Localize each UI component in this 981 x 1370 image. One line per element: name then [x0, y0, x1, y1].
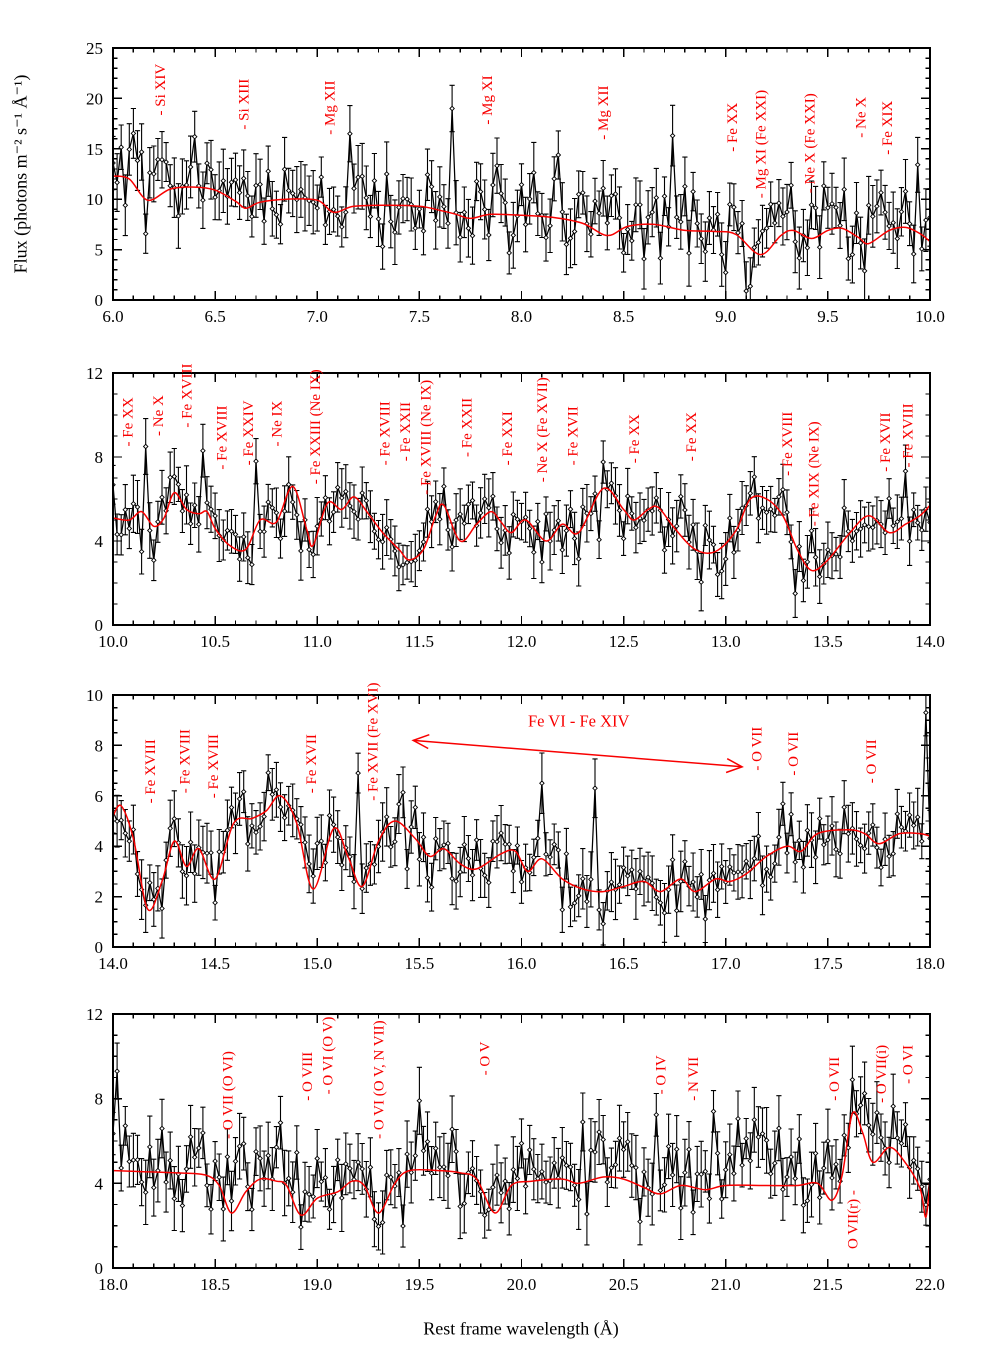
line-label: - Mg XII	[322, 80, 339, 135]
annotation-arrow	[413, 712, 742, 773]
line-label: - Fe XX	[626, 414, 643, 464]
x-tick-label: 21.5	[813, 1275, 843, 1294]
y-tick-label: 0	[94, 938, 103, 957]
line-label: - Fe XVII	[565, 406, 582, 466]
y-tick-label: 8	[94, 448, 103, 467]
y-tick-label: 0	[94, 291, 103, 310]
line-label: - Fe XIX	[880, 100, 897, 155]
y-tick-label: 4	[94, 837, 103, 857]
x-tick-label: 13.5	[813, 632, 843, 651]
line-label: - Mg XI (Fe XXI)	[753, 89, 770, 199]
y-tick-label: 4	[94, 532, 103, 551]
line-labels	[143, 682, 880, 803]
x-tick-label: 18.0	[915, 954, 945, 973]
x-axis-label: Rest frame wavelength (Å)	[423, 1318, 619, 1339]
x-tick-label: 7.5	[408, 307, 431, 326]
line-label: O VII(r) -	[845, 1190, 862, 1249]
x-tick-label: 12.0	[506, 632, 537, 651]
x-tick-label: 14.0	[98, 954, 128, 973]
y-tick-label: 8	[94, 1089, 103, 1109]
x-tick-label: 19.0	[302, 1275, 333, 1294]
y-axis-label: Flux (photons m⁻² s⁻¹ Å⁻¹)	[10, 74, 31, 274]
line-label: - Fe XVIII	[780, 411, 796, 476]
line-labels	[153, 64, 896, 199]
x-tick-label: 9.5	[817, 307, 839, 326]
x-tick-label: 8.0	[510, 307, 533, 326]
line-label: - O VII	[749, 726, 766, 771]
line-labels	[220, 1017, 916, 1249]
x-tick-label: 14.5	[200, 954, 230, 973]
y-tick-label: 0	[94, 616, 103, 635]
x-tick-label: 11.0	[302, 632, 332, 651]
line-label: - N VII	[686, 1056, 703, 1101]
y-tick-label: 12	[86, 1005, 103, 1024]
panel-2	[86, 363, 945, 651]
x-tick-label: 20.0	[506, 1275, 537, 1294]
y-tick-label: 10	[86, 686, 103, 705]
x-tick-label: 17.0	[710, 954, 741, 973]
plot-area	[110, 690, 932, 946]
line-label: - O VI	[900, 1045, 917, 1084]
line-label: - Fe XXII	[398, 402, 415, 462]
line-label: - O VII(i)	[874, 1044, 890, 1103]
x-tick-label: 14.0	[915, 632, 945, 651]
line-label: - Fe XVIII	[377, 401, 394, 466]
y-tick-label: 6	[94, 786, 103, 806]
line-label: - Fe XXIV	[240, 400, 257, 466]
x-tick-label: 6.0	[102, 307, 124, 326]
x-tick-label: 10.0	[915, 307, 945, 326]
line-label: - Ne X	[853, 96, 870, 138]
y-tick-label: 25	[86, 39, 103, 58]
line-label: - Fe XX	[724, 102, 741, 152]
line-label: - O V	[477, 1041, 494, 1076]
line-label: - Fe XVIII	[177, 729, 194, 794]
line-label: - O VII	[786, 731, 803, 776]
line-label: - Ne X (Fe XXI)	[802, 93, 819, 194]
line-label: - Fe XX	[684, 412, 700, 462]
x-tick-label: 7.0	[306, 307, 328, 326]
x-tick-label: 10.5	[200, 632, 230, 651]
line-label: - Fe XIX (Ne IX)	[806, 421, 823, 527]
line-label: - Fe XVII (Fe XVI)	[365, 682, 382, 801]
line-label: - O VII	[863, 739, 880, 784]
x-tick-label: 15.5	[404, 954, 435, 973]
x-tick-label: 8.5	[612, 307, 635, 326]
x-tick-label: 16.0	[506, 954, 537, 973]
line-label: - Ne X (Fe XVII)	[534, 377, 551, 483]
x-tick-label: 21.0	[710, 1275, 741, 1294]
x-tick-label: 22.0	[915, 1275, 945, 1294]
line-label: - Mg XI	[479, 75, 496, 125]
line-label: - Fe XVIII	[900, 403, 917, 468]
y-tick-label: 4	[94, 1174, 103, 1194]
arrow-line	[413, 740, 742, 766]
line-labels	[120, 363, 916, 526]
line-label: - Fe XVII	[878, 412, 895, 472]
line-label: - Mg XII	[596, 85, 613, 140]
x-tick-label: 9.0	[715, 307, 737, 326]
line-label: - O VII (O VI)	[220, 1051, 237, 1139]
line-label: - O IV	[653, 1055, 670, 1095]
x-tick-label: 10.0	[98, 632, 128, 651]
panel-1	[86, 39, 945, 326]
line-label: - Fe XVIII	[142, 739, 159, 804]
line-label: - Si XIII	[236, 78, 253, 130]
y-tick-label: 8	[94, 736, 103, 756]
line-label: - Fe XXIII (Ne IX)	[308, 369, 325, 485]
line-label: - O VII	[827, 1056, 843, 1101]
x-tick-label: 17.5	[813, 954, 843, 973]
y-tick-label: 15	[86, 139, 103, 159]
y-tick-label: 5	[94, 240, 103, 260]
line-label: - O VIII	[300, 1051, 316, 1101]
y-tick-label: 0	[94, 1259, 103, 1278]
x-tick-label: 18.0	[98, 1275, 128, 1294]
line-label: - Fe XVIII	[214, 405, 231, 470]
arrow-label: Fe VI - Fe XIV	[527, 711, 630, 731]
line-label: - Fe XVIII	[206, 734, 223, 799]
x-tick-label: 19.5	[404, 1275, 435, 1294]
x-tick-label: 20.5	[608, 1275, 639, 1294]
x-tick-label: 12.5	[608, 632, 639, 651]
line-label: - Fe XXI	[500, 411, 517, 466]
line-label: - Si XIV	[153, 63, 169, 116]
x-tick-label: 11.5	[404, 632, 434, 651]
line-label: - Fe XVII	[304, 734, 321, 794]
panel-4	[86, 1005, 945, 1294]
y-tick-label: 2	[94, 887, 103, 907]
panel-3	[86, 682, 945, 973]
x-tick-label: 15.0	[302, 954, 333, 973]
line-label: - Ne X	[150, 395, 167, 436]
line-label: - Fe XVIII (Ne IX)	[418, 379, 435, 495]
line-label: - O VI (O V)	[320, 1016, 337, 1095]
y-tick-label: 10	[86, 190, 103, 210]
line-label: - Fe XVIII	[179, 363, 196, 428]
x-tick-label: 13.0	[710, 632, 741, 651]
line-label: - Fe XXII	[459, 397, 476, 457]
line-label: - Fe XX	[120, 397, 137, 447]
x-tick-label: 18.5	[200, 1275, 230, 1294]
line-label: - O VI (O V, N VII)	[371, 1020, 388, 1139]
y-tick-label: 12	[86, 364, 103, 383]
line-label: - Ne IX	[269, 400, 286, 447]
y-tick-label: 20	[86, 89, 103, 109]
x-tick-label: 16.5	[608, 954, 639, 973]
x-tick-label: 6.5	[204, 307, 226, 326]
tick-labels	[86, 686, 945, 973]
